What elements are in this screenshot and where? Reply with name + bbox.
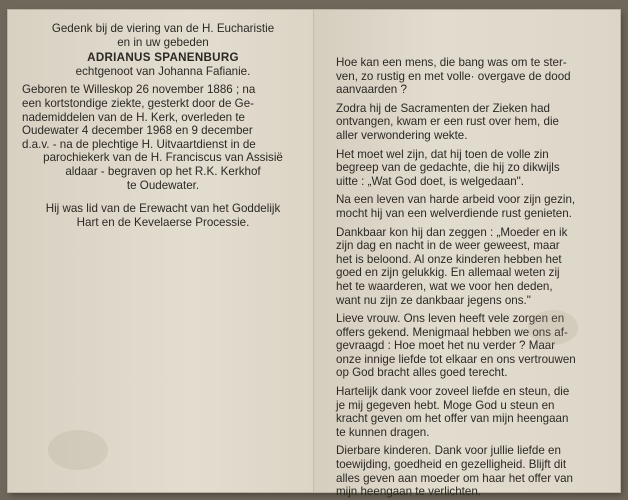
paragraph-line: toewijding, goedheid en gezelligheid. Blijft dit [336, 458, 567, 472]
paper-stain [48, 430, 108, 470]
deceased-name: ADRIANUS SPANENBURG [87, 51, 239, 65]
bio-line: te Oudewater. [126, 178, 200, 192]
memorial-card [8, 10, 620, 499]
paragraph [336, 102, 608, 143]
paragraph-line: offers gekend. Menigmaal hebben we ons af- [336, 325, 568, 339]
paragraph-line: ontvangen, kwam er een rust over hem, die [336, 115, 559, 129]
paragraph-line: te kunnen dragen. [336, 425, 430, 439]
intro-text [22, 22, 304, 49]
paragraph-line: Hartelijk dank voor zoveel liefde en steun, die [336, 385, 570, 399]
paragraph [336, 226, 608, 308]
bio-line: d.a.v. - na de plechtige H. Uitvaartdienst in de [22, 137, 256, 151]
bio-line: aldaar - begraven op het R.K. Kerkhof [65, 164, 261, 178]
paragraph-line: Na een leven van harde arbeid voor zijn gezin, [336, 193, 576, 207]
paragraph-line: Zodra hij de Sacramenten der Zieken had [336, 101, 550, 115]
paragraph-line: alles geven aan moeder om haar het offer van [336, 471, 573, 485]
paragraph-line: kracht geven om het offer van mijn heengaan [336, 412, 569, 426]
paper-stain [528, 310, 578, 345]
bio-line: Geboren te Willeskop 26 november 1886 ; na [22, 83, 256, 97]
paragraph-line: gevraagd : Hoe moet het nu verder ? Maar [336, 339, 556, 353]
paragraph [336, 444, 608, 498]
right-page [314, 10, 620, 499]
paragraph-line: want nu zijn ze dankbaar jegens ons." [336, 293, 531, 307]
paragraph-line: Dankbaar kon hij dan zeggen : „Moeder en ik [336, 225, 568, 239]
left-page [8, 10, 314, 492]
paragraph-line: het te waarderen, wat we voor hen deden, [336, 279, 553, 293]
paragraph-line: zijn dag en nacht in de weer geweest, maar [336, 239, 560, 253]
member-line: Hart en de Kevelaerse Processie. [76, 215, 250, 229]
bio-line: nademiddelen van de H. Kerk, overleden te [22, 110, 245, 124]
paragraph-line: Lieve vrouw. Ons leven heeft vele zorgen en [336, 312, 565, 326]
paragraph-line: mijn heengaan te verlichten. [336, 485, 482, 499]
paragraph-line: op God bracht alles goed terecht. [336, 366, 508, 380]
paragraph-line: je mij gegeven hebt. Moge God u steun en [336, 398, 555, 412]
paragraph-line: Het moet wel zijn, dat hij toen de volle zin [336, 147, 549, 161]
paragraph-line: onze innige liefde tot elkaar en ons vertrouwen [336, 352, 576, 366]
paragraph [336, 148, 608, 189]
paragraph-line: mocht hij van een welverdiende rust genieten. [336, 206, 572, 220]
paragraph-line: ven, zo rustig en met volle· overgave de dood [336, 69, 571, 83]
paragraph-line: aanvaarden ? [336, 83, 407, 97]
paragraph [336, 193, 608, 220]
paragraph-line: Hoe kan een mens, die bang was om te ster- [336, 56, 567, 69]
member-line: Hij was lid van de Erewacht van het Goddelijk [45, 202, 281, 216]
intro-line: Gedenk bij de viering van de H. Eucharistie [51, 22, 275, 35]
right-text [336, 56, 608, 499]
biography [22, 83, 304, 192]
paragraph-line: het is beloond. Al onze kinderen hebben het [336, 252, 562, 266]
bio-line: parochiekerk van de H. Franciscus van Assisië [43, 151, 283, 165]
paragraph-line: goed en zijn gelukkig. En allemaal weten zij [336, 266, 560, 280]
bio-line: Oudewater 4 december 1968 en 9 december [22, 124, 253, 138]
paragraph [336, 385, 608, 439]
bio-line: een kortstondige ziekte, gesterkt door de Ge- [22, 96, 255, 110]
membership-text [22, 202, 304, 229]
paragraph-line: begreep van de gedachte, die hij zo dikwijls [336, 161, 560, 175]
paragraph-line: aller verwondering wekte. [336, 128, 468, 142]
intro-line: en in uw gebeden [117, 35, 209, 49]
paragraph-line: Dierbare kinderen. Dank voor jullie liefde en [336, 444, 561, 458]
paragraph-line: uitte : „Wat God doet, is welgedaan". [336, 174, 524, 188]
paragraph [336, 56, 608, 97]
spouse-line: echtgenoot van Johanna Fafianie. [75, 64, 251, 78]
